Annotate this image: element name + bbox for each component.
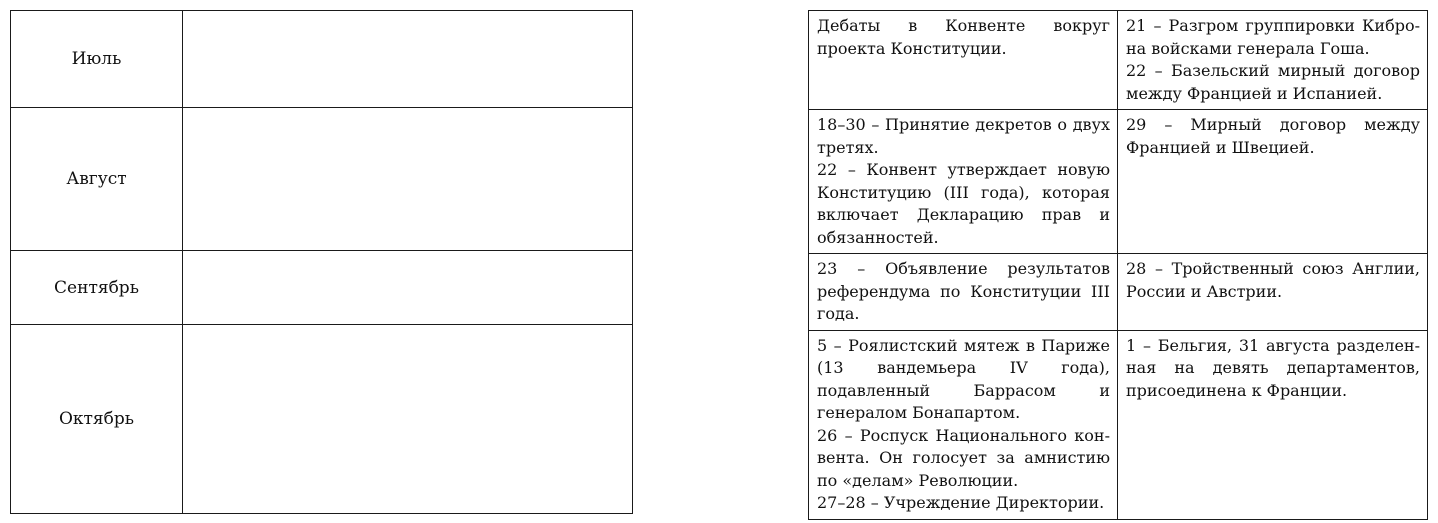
event-entry: 22 – Базельский мирный договор между Францией и Испанией. xyxy=(1126,61,1420,103)
table-row xyxy=(11,108,633,251)
event-entry: 1 – Бельгия, 31 августа разделенная на девять департаментов, присоединена к Франции. xyxy=(1126,335,1420,400)
month-cell: Август xyxy=(11,108,183,251)
events-cell xyxy=(809,254,1118,331)
event-entry: 5 – Роялистский мятеж в Париже (13 вандемьера IV года), подавленный Баррасом и генералом Бонапартом. xyxy=(817,335,1110,422)
table-row xyxy=(11,325,633,514)
month-cell: Октябрь xyxy=(11,325,183,514)
empty-cell xyxy=(183,251,633,325)
events-cell xyxy=(809,110,1118,254)
empty-cell xyxy=(183,11,633,108)
empty-cell xyxy=(183,325,633,514)
table-row xyxy=(11,11,633,108)
event-entry: 27–28 – Учреждение Директории. xyxy=(817,493,1105,512)
events-cell xyxy=(809,11,1118,110)
table-row xyxy=(809,254,1428,331)
table-row xyxy=(809,110,1428,254)
table-row xyxy=(11,251,633,325)
event-entry: 23 – Объявление результатов референдума по Конституции III года. xyxy=(817,259,1110,323)
event-entry: 22 – Конвент утверждает новую Конституцию (III года), которая включает Декларацию прав и обязанностей. xyxy=(817,160,1110,247)
table-row xyxy=(809,330,1428,519)
event-entry: Дебаты в Конвенте вокруг проекта Конституции. xyxy=(817,16,1110,58)
left-table xyxy=(10,10,633,514)
events-cell xyxy=(1118,254,1428,331)
event-entry: 28 – Тройственный союз Англии, России и Австрии. xyxy=(1126,259,1420,301)
right-table xyxy=(808,10,1428,520)
month-cell: Июль xyxy=(11,11,183,108)
event-entry: 26 – Роспуск Национального конвента. Он голосует за амнистию по «делам» Революции. xyxy=(817,425,1110,490)
events-cell xyxy=(1118,11,1428,110)
event-entry: 18–30 – Принятие декретов о двух третях. xyxy=(817,115,1110,157)
event-entry: 21 – Разгром группировки Киброна войсками генерала Гоша. xyxy=(1126,16,1420,58)
events-cell xyxy=(1118,330,1428,519)
event-entry: 29 – Мирный договор между Францией и Швецией. xyxy=(1126,115,1420,157)
month-cell: Сентябрь xyxy=(11,251,183,325)
events-cell xyxy=(809,330,1118,519)
events-cell xyxy=(1118,110,1428,254)
table-row xyxy=(809,11,1428,110)
empty-cell xyxy=(183,108,633,251)
